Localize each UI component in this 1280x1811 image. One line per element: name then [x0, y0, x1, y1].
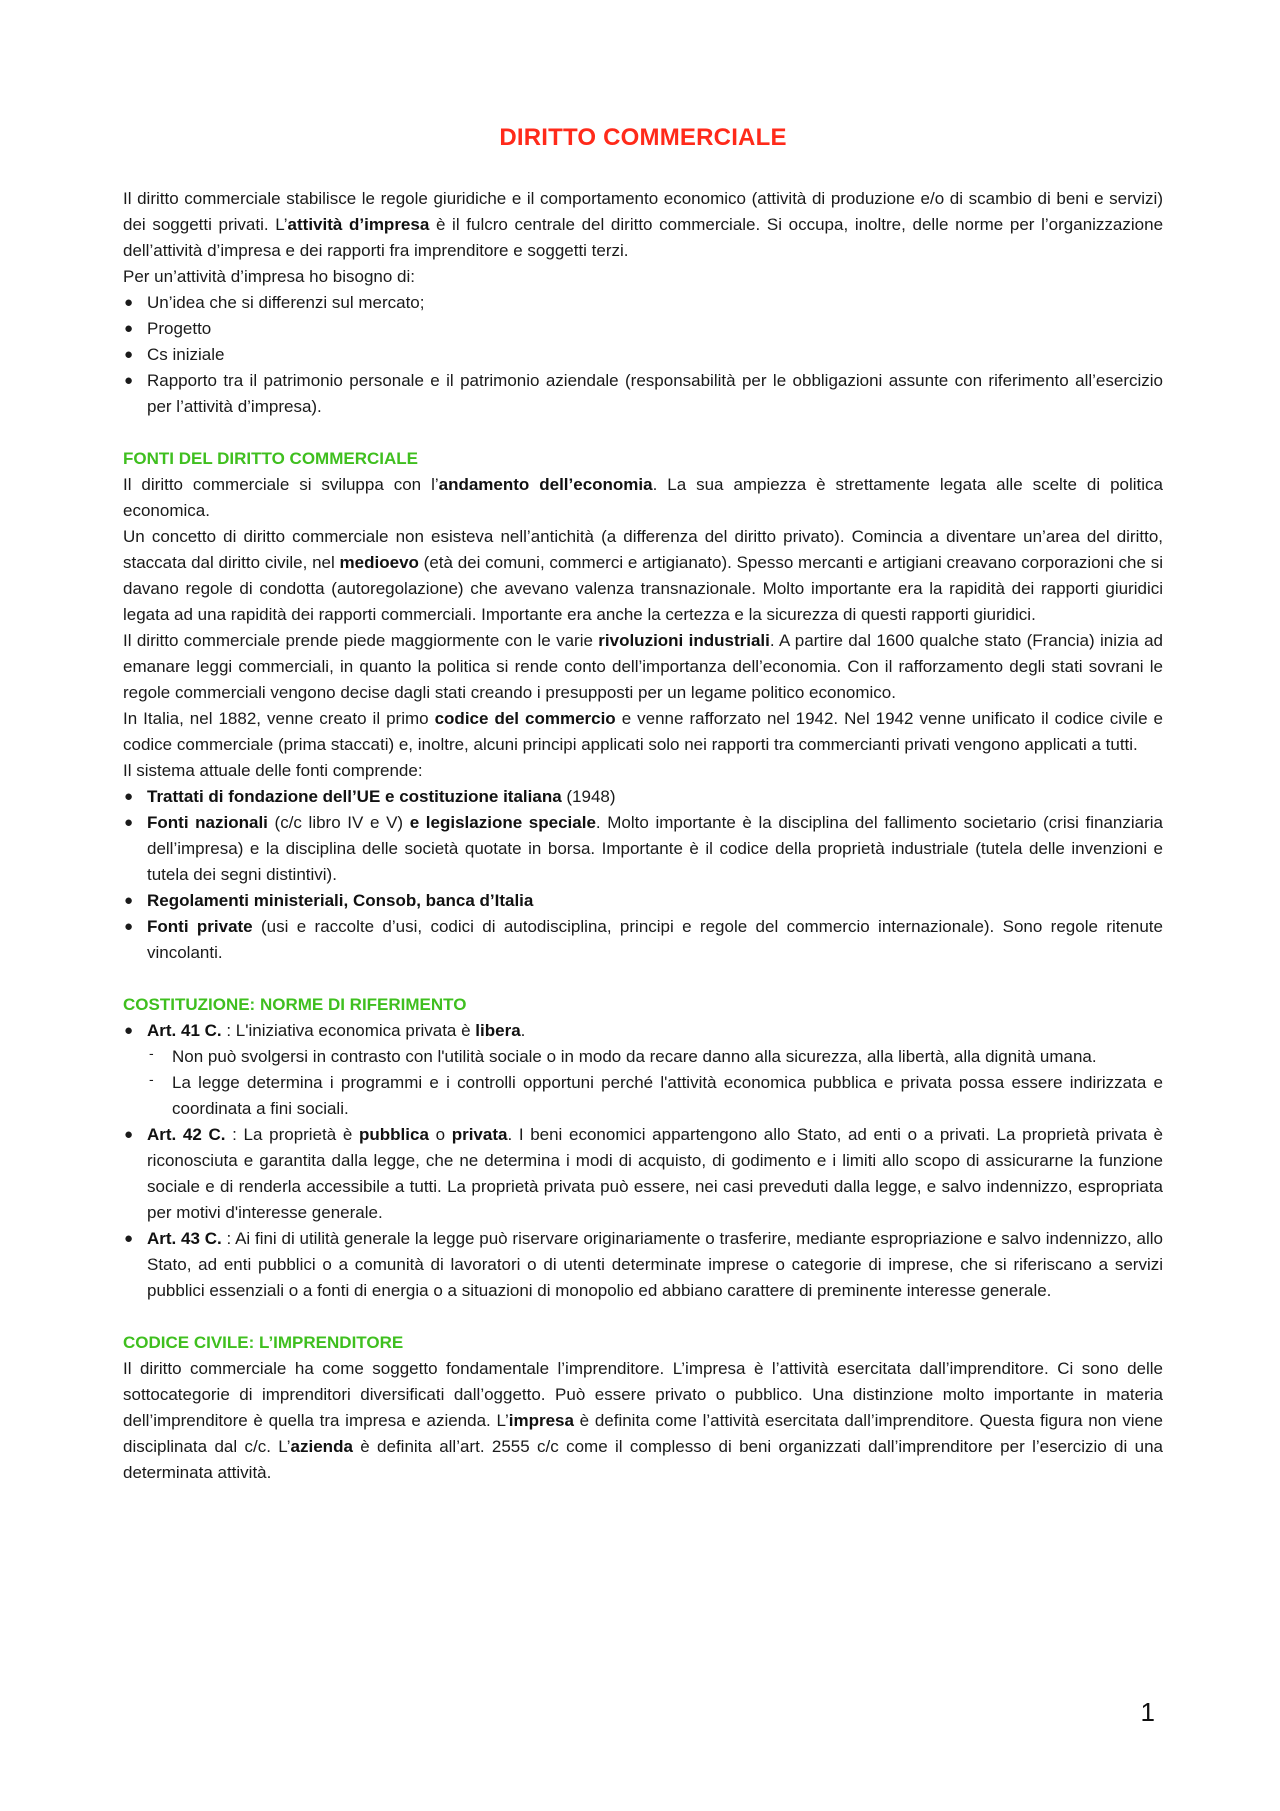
sub-item: - La legge determina i programmi e i controlli opportuni perché l'attività economica pubblica e privata possa essere indirizzata e coordinata a fini sociali.: [147, 1070, 1163, 1122]
bullet-icon: ●: [124, 320, 134, 337]
bullet-icon: ●: [124, 1022, 134, 1039]
list-item: ● Fonti nazionali (c/c libro IV e V) e legislazione speciale. Molto importante è la disciplina del fallimento societario (crisi finanziaria dell’impresa) e la disciplina delle società quotate in borsa. Importante è il codice della proprietà industriale (tutela delle invenzioni e tutela dei segni distintivi).: [123, 810, 1163, 888]
bullet-icon: ●: [124, 1230, 134, 1247]
intro-paragraph: Il diritto commerciale stabilisce le regole giuridiche e il comportamento economico (attività di produzione e/o di scambio di beni e servizi) dei soggetti privati. L’attività d’impresa è il fulcro centrale del diritto commerciale. Si occupa, inoltre, delle norme per l’organizzazione dell’attività d’impresa e dei rapporti fra imprenditore e soggetti terzi.: [123, 189, 1164, 260]
requirements-list: [123, 290, 1163, 420]
fonti-paragraph-2: Un concetto di diritto commerciale non esisteva nell’antichità (a differenza del diritto privato). Comincia a diventare un’area del diritto, staccata dal diritto civile, nel medioevo (età dei comuni, commerci e artigianato). Spesso mercanti e artigiani creavano corporazioni che si davano regole di condotta (autoregolazione) che avevano valenza transnazionale. Molto importante era la rapidità dei rapporti giuridici legata ad una rapidità dei rapporti commerciali. Importante era anche la certezza e la sicurezza di questi rapporti giuridici.: [123, 527, 1163, 624]
bullet-icon: ●: [124, 892, 134, 909]
list-item: ● Cs iniziale: [123, 342, 1163, 368]
article-41: ● Art. 41 C. : L'iniziativa economica privata è libera. - Non può svolgersi in contrasto con l'utilità sociale o in modo da recare danno alla sicurezza, alla libertà, alla dignità umana. - La legge determina i programmi e i controlli opportuni perché l'attività economica pubblica e privata possa essere indirizzata e coordinata a fini sociali.: [123, 1018, 1163, 1122]
fonti-paragraph-3: Il diritto commerciale prende piede maggiormente con le varie rivoluzioni industriali. A partire dal 1600 qualche stato (Francia) inizia ad emanare leggi commerciali, in quanto la politica si rende conto dell’importanza dell’economia. Con il rafforzamento degli stati sovrani le regole commerciali vengono decise dagli stati creando i presupposti per un legame politico economico.: [123, 631, 1163, 702]
article-41-sublist: [147, 1044, 1163, 1122]
fonti-list: [123, 784, 1163, 966]
bullet-icon: ●: [124, 294, 134, 311]
fonti-paragraph-5: Il sistema attuale delle fonti comprende:: [123, 761, 423, 780]
article-42: ● Art. 42 C. : La proprietà è pubblica o privata. I beni economici appartengono allo Stato, ad enti o a privati. La proprietà privata è riconosciuta e garantita dalla legge, che ne determina i modi di acquisto, di godimento e i limiti allo scopo di assicurarne la funzione sociale e di renderla accessibile a tutti. La proprietà privata può essere, nei casi preveduti dalla legge, e salvo indennizzo, espropriata per motivi d'interesse generale.: [123, 1122, 1163, 1226]
section-heading-codice: CODICE CIVILE: L’IMPRENDITORE: [123, 1333, 404, 1352]
articles-list: [123, 1018, 1163, 1304]
section-heading-fonti: FONTI DEL DIRITTO COMMERCIALE: [123, 449, 418, 468]
document-page: [123, 0, 1163, 1811]
bullet-icon: ●: [124, 918, 134, 935]
section-heading-costituzione: COSTITUZIONE: NORME DI RIFERIMENTO: [123, 995, 467, 1014]
bullet-icon: ●: [124, 814, 134, 831]
list-item: ● Rapporto tra il patrimonio personale e il patrimonio aziendale (responsabilità per le obbligazioni assunte con riferimento all’esercizio per l’attività d’impresa).: [123, 368, 1163, 420]
dash-icon: -: [149, 1071, 154, 1087]
bullet-icon: ●: [124, 346, 134, 363]
codice-paragraph: Il diritto commerciale ha come soggetto fondamentale l’imprenditore. L’impresa è l’attività esercitata dall’imprenditore. Ci sono delle sottocategorie di imprenditori diversificati dall’oggetto. Può essere privato o pubblico. Una distinzione molto importante in materia dell’imprenditore è quella tra impresa e azienda. L’impresa è definita come l’attività esercitata dall’imprenditore. Questa figura non viene disciplinata dal c/c. L’azienda è definita all’art. 2555 c/c come il complesso di beni organizzati dall’imprenditore per l’esercizio di una determinata attività.: [123, 1359, 1163, 1482]
fonti-paragraph-1: Il diritto commerciale si sviluppa con l’andamento dell’economia. La sua ampiezza è strettamente legata alle scelte di politica economica.: [123, 475, 1163, 520]
article-43: ● Art. 43 C. : Ai fini di utilità generale la legge può riservare originariamente o trasferire, mediante espropriazione e salvo indennizzo, allo Stato, ad enti pubblici o a comunità di lavoratori o di utenti determinate imprese o categorie di imprese, che si riferiscano a servizi pubblici essenziali o a fonti di energia o a situazioni di monopolio ed abbiano carattere di preminente interesse generale.: [123, 1226, 1163, 1304]
sub-item: - Non può svolgersi in contrasto con l'utilità sociale o in modo da recare danno alla sicurezza, alla libertà, alla dignità umana.: [147, 1044, 1163, 1070]
page-number: 1: [1140, 1697, 1155, 1727]
page-title: DIRITTO COMMERCIALE: [499, 124, 787, 151]
list-item: ● Progetto: [123, 316, 1163, 342]
list-item: ● Fonti private (usi e raccolte d’usi, codici di autodisciplina, principi e regole del commercio internazionale). Sono regole ritenute vincolanti.: [123, 914, 1163, 966]
bullet-icon: ●: [124, 372, 134, 389]
bullet-icon: ●: [124, 1126, 134, 1143]
fonti-paragraph-4: In Italia, nel 1882, venne creato il primo codice del commercio e venne rafforzato nel 1942. Nel 1942 venne unificato il codice civile e codice commerciale (prima staccati) e, inoltre, alcuni principi applicati solo nei rapporti tra commercianti privati vengono applicati a tutti.: [123, 709, 1163, 754]
list-item: ● Trattati di fondazione dell’UE e costituzione italiana (1948): [123, 784, 1163, 810]
document-body: [123, 186, 1163, 1486]
dash-icon: -: [149, 1045, 154, 1061]
intro-requirements-lead: Per un’attività d’impresa ho bisogno di:: [123, 267, 415, 286]
list-item: ● Un’idea che si differenzi sul mercato;: [123, 290, 1163, 316]
list-item: ● Regolamenti ministeriali, Consob, banca d’Italia: [123, 888, 1163, 914]
bullet-icon: ●: [124, 788, 134, 805]
